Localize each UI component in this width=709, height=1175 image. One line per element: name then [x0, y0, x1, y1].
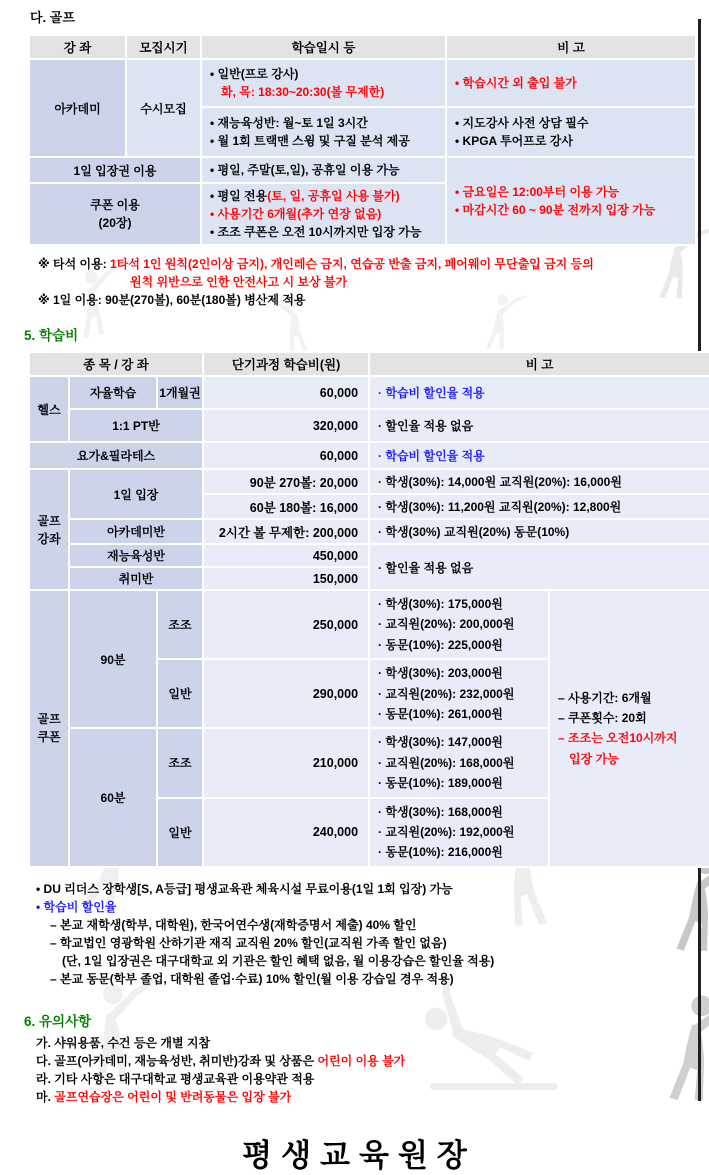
fee-cell: 150,000 — [203, 567, 369, 590]
item-prefix: 가. — [36, 1035, 51, 1050]
note-day-usage: ※ 1일 이용: 90분(270볼), 60분(180볼) 병산제 적용 — [38, 293, 306, 307]
table-row — [29, 519, 709, 544]
golf-schedule-table — [28, 34, 697, 246]
fee-cell: 240,000 — [203, 798, 369, 867]
group-health: 헬스 — [29, 376, 69, 442]
note-red-text: 원칙 위반으로 인한 안전사고 시 보상 불가 — [130, 275, 348, 289]
label-yoga: 요가&필라테스 — [29, 442, 203, 469]
note-red-text: 1타석 1인 원칙(2인이상 금지), 개인레슨 금지, 연습공 반출 금지, 페어웨이 무단출입 금지 등의 — [110, 257, 594, 271]
fee-cell: 60,000 — [203, 376, 369, 409]
note-cell — [369, 659, 549, 728]
note-discount-title: • 학습비 할인율 — [36, 899, 117, 914]
label-regular: 일반 — [157, 798, 203, 867]
note-line-red: • 금요일은 12:00부터 이용 가능 — [455, 185, 620, 199]
side-note-line-red: 입장 가능 — [569, 751, 619, 766]
schedule-line-red: 화, 목: 18:30~20:30(볼 무제한) — [221, 85, 385, 99]
column-header-recruit: 모집시기 — [126, 35, 201, 59]
fee-cell: 60분 180볼: 16,000 — [203, 494, 369, 519]
label-early: 조조 — [157, 728, 203, 797]
schedule-line — [210, 187, 437, 205]
caution-item — [36, 1070, 709, 1088]
discount-line: · 학생(30%): 147,000원 — [378, 735, 503, 750]
label-talent: 재능육성반 — [69, 544, 203, 567]
item-text: 골프(아카데미, 재능육성반, 취미반)강좌 및 상품은 — [54, 1053, 318, 1068]
label-cell: 자율학습 — [69, 376, 157, 409]
note-line-red: • 학습시간 외 출입 불가 — [455, 76, 577, 90]
side-note-line: – 쿠폰횟수: 20회 — [558, 710, 647, 725]
table-header-row — [29, 35, 696, 59]
fee-cell: 450,000 — [203, 544, 369, 567]
group-label: 쿠폰 — [37, 730, 61, 745]
table-row — [29, 157, 696, 183]
schedule-line: • 월 1회 트랙맨 스윙 및 구질 분석 제공 — [210, 134, 410, 148]
director-signature: 평생교육원장 — [242, 1137, 476, 1173]
note-seat-usage — [38, 255, 709, 273]
fee-cell: 90분 270볼: 20,000 — [203, 469, 369, 494]
schedule-line: • 조조 쿠폰은 오전 10시까지만 입장 가능 — [210, 225, 422, 239]
side-note-line: – 사용기간: 6개월 — [558, 690, 652, 705]
fee-cell: 210,000 — [203, 728, 369, 797]
fee-cell: 2시간 볼 무제한: 200,000 — [203, 519, 369, 544]
fee-cell: 250,000 — [203, 590, 369, 659]
label-cell: 1:1 PT반 — [69, 409, 203, 442]
discount-line: · 동문(10%): 261,000원 — [378, 706, 503, 721]
note-cell — [369, 590, 549, 659]
group-label: 골프 — [37, 513, 61, 528]
course-cell: 아카데미 — [29, 59, 126, 157]
note-cell: · 학생(30%): 14,000원 교직원(20%): 16,000원 — [369, 469, 709, 494]
note-cell-blue: · 학습비 할인율 적용 — [369, 442, 709, 469]
discount-line: · 동문(10%): 225,000원 — [378, 637, 503, 652]
column-header-fee: 단기과정 학습비(원) — [203, 352, 369, 376]
schedule-cell — [201, 157, 446, 183]
document-page — [0, 7, 709, 1173]
note-prefix: ※ 타석 이용: — [38, 257, 107, 271]
caution-item — [36, 1088, 709, 1106]
side-note-line-red: – 조조는 오전10시까지 — [558, 731, 678, 746]
label-academy: 아카데미반 — [69, 519, 203, 544]
label-entry: 1일 입장 — [69, 469, 203, 519]
note-cell: · 할인율 적용 없음 — [369, 409, 709, 442]
label-cell: 1개월권 — [157, 376, 203, 409]
label-hobby: 취미반 — [69, 567, 203, 590]
schedule-cell — [201, 59, 446, 107]
note-cell-merged — [446, 157, 696, 245]
label-regular: 일반 — [157, 659, 203, 728]
column-header-item: 종 목 / 강 좌 — [29, 352, 203, 376]
fee-cell: 60,000 — [203, 442, 369, 469]
caution-item — [36, 1034, 709, 1052]
group-golf-coupon — [29, 590, 69, 867]
note-cell — [446, 59, 696, 107]
column-header-note: 비 고 — [369, 352, 709, 376]
table-row — [29, 442, 709, 469]
coupon-side-note — [549, 590, 709, 867]
discount-line: · 학생(30%): 168,000원 — [378, 804, 503, 819]
discount-line: · 교직원(20%): 232,000원 — [378, 686, 515, 701]
item-text: 샤워용품, 수건 등은 개별 지참 — [54, 1035, 211, 1050]
section6-title: 6. 유의사항 — [24, 1013, 92, 1029]
item-prefix: 다. — [36, 1053, 51, 1068]
discount-line: · 교직원(20%): 168,000원 — [378, 755, 515, 770]
schedule-line: • 재능육성반: 월~토 1일 3시간 — [210, 116, 368, 130]
label-early: 조조 — [157, 590, 203, 659]
fee-table-notes — [36, 880, 709, 988]
recruit-cell: 수시모집 — [126, 59, 201, 157]
caution-item — [36, 1052, 709, 1070]
discount-line: · 학생(30%): 175,000원 — [378, 597, 503, 611]
group-golf-course — [29, 469, 69, 590]
course-label: (20장) — [98, 216, 132, 230]
table-row — [29, 59, 696, 107]
discount-line: · 교직원(20%): 192,000원 — [378, 824, 515, 839]
note-line-red: • 마감시간 60 ~ 90분 전까지 입장 가능 — [455, 203, 656, 217]
schedule-cell — [201, 183, 446, 245]
table-header-row — [29, 352, 709, 376]
fee-cell: 320,000 — [203, 409, 369, 442]
table-row — [29, 544, 709, 567]
table-row — [29, 376, 709, 409]
section5-title: 5. 학습비 — [24, 328, 79, 343]
course-label: 쿠폰 이용 — [90, 198, 140, 212]
schedule-line: • 평일, 주말(토,일), 공휴일 이용 가능 — [210, 163, 400, 177]
schedule-line-red: • 사용기간 6개월(추가 연장 없음) — [210, 207, 382, 221]
schedule-text: • 평일 전용 — [210, 189, 268, 203]
label-60min: 60분 — [69, 728, 157, 866]
note-discount-20: – 학교법인 영광학원 산하기관 재직 교직원 20% 할인(교직원 가족 할인 없음) — [50, 935, 447, 950]
schedule-text-red: (토, 일, 공휴일 사용 불가) — [267, 189, 400, 203]
course-cell — [29, 183, 201, 245]
table-row — [29, 409, 709, 442]
discount-line: · 동문(10%): 189,000원 — [378, 776, 503, 791]
schedule-table-notes — [38, 255, 709, 309]
item-prefix: 마. — [36, 1089, 51, 1104]
note-cell: · 학생(30%): 11,200원 교직원(20%): 12,800원 — [369, 494, 709, 519]
column-header-note: 비 고 — [446, 35, 696, 59]
column-header-course: 강 좌 — [29, 35, 126, 59]
item-text: 기타 사항은 대구대학교 평생교육관 이용약관 적용 — [54, 1071, 315, 1086]
note-line: • KPGA 투어프로 강사 — [455, 134, 573, 148]
note-cell-blue: · 학습비 할인율 적용 — [369, 376, 709, 409]
table-row — [29, 590, 709, 659]
note-cell — [446, 107, 696, 157]
group-label: 강좌 — [37, 531, 61, 546]
discount-line: · 학생(30%): 203,000원 — [378, 666, 503, 681]
note-cell — [369, 728, 549, 797]
schedule-line: • 일반(프로 강사) — [210, 67, 299, 81]
item-text-red: 골프연습장은 어린이 및 반려동물은 입장 불가 — [54, 1089, 292, 1104]
fee-cell: 290,000 — [203, 659, 369, 728]
course-cell: 1일 입장권 이용 — [29, 157, 201, 183]
fee-table — [28, 351, 709, 868]
group-label: 골프 — [37, 712, 61, 727]
note-discount-40: – 본교 재학생(학부, 대학원), 한국어연수생(재학증명서 제출) 40% 할인 — [50, 917, 417, 932]
item-text-red: 어린이 이용 불가 — [317, 1053, 406, 1068]
item-prefix: 라. — [36, 1071, 51, 1086]
note-cell — [369, 798, 549, 867]
table-row — [29, 469, 709, 494]
schedule-cell — [201, 107, 446, 157]
note-cell: · 학생(30%) 교직원(20%) 동문(10%) — [369, 519, 709, 544]
note-cell-merged: · 할인율 적용 없음 — [369, 544, 709, 590]
note-line: • 지도강사 사전 상담 필수 — [455, 116, 589, 130]
section6-items — [36, 1034, 709, 1106]
note-du-leaders: • DU 리더스 장학생[S, A등급] 평생교육관 체육시설 무료이용(1일 1회 입장) 가능 — [36, 881, 453, 896]
label-90min: 90분 — [69, 590, 157, 728]
column-header-schedule: 학습일시 등 — [201, 35, 446, 59]
section-c-title: 다. 골프 — [30, 10, 75, 25]
note-discount-10: – 본교 동문(학부 졸업, 대학원 졸업·수료) 10% 할인(월 이용 강습일 경우 적용) — [50, 971, 454, 986]
note-discount-20-detail: (단, 1일 입장권은 대구대학교 외 기관은 할인 혜택 없음, 월 이용강습은 할인율 적용) — [62, 953, 495, 968]
discount-line: · 교직원(20%): 200,000원 — [378, 617, 515, 632]
discount-line: · 동문(10%): 216,000원 — [378, 845, 503, 860]
